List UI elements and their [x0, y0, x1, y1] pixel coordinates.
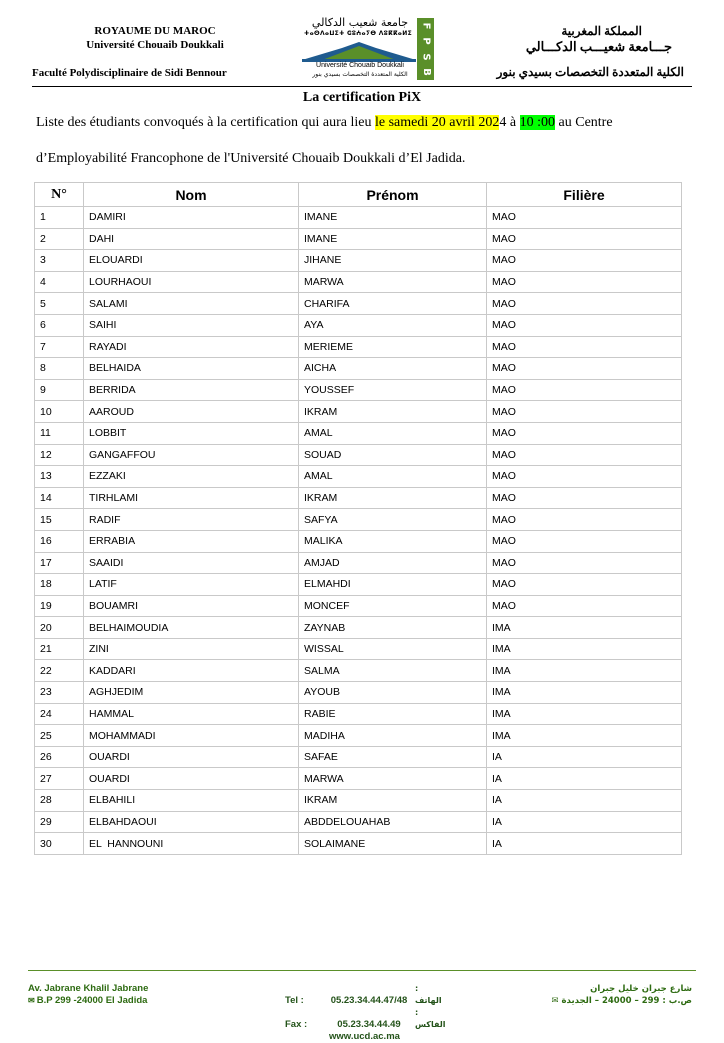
cell-number: 7 [35, 336, 84, 358]
cell-last-name: DAMIRI [84, 207, 299, 229]
cell-number: 24 [35, 703, 84, 725]
university-label: Université Chouaib Doukkali [86, 39, 224, 51]
fax-label-ar: : الفاكس [415, 1008, 446, 1029]
cell-program: IMA [487, 638, 682, 660]
fax-value: 05.23.34.44.49 [337, 1019, 401, 1030]
cell-number: 30 [35, 833, 84, 855]
cell-last-name: ELBAHDAOUI [84, 811, 299, 833]
column-header-name: Nom [84, 183, 299, 207]
logo-mountain-icon [302, 40, 416, 62]
table-row [35, 293, 682, 315]
cell-first-name: ELMAHDI [299, 574, 487, 596]
cell-number: 8 [35, 358, 84, 380]
cell-first-name: MADIHA [299, 725, 487, 747]
cell-last-name: ELBAHILI [84, 790, 299, 812]
cell-last-name: EL HANNOUNI [84, 833, 299, 855]
cell-number: 18 [35, 574, 84, 596]
table-row [35, 595, 682, 617]
cell-last-name: LOURHAOUI [84, 271, 299, 293]
page-title: La certification PiX [302, 90, 422, 105]
table-row [35, 574, 682, 596]
cell-number: 9 [35, 379, 84, 401]
cell-last-name: AGHJEDIM [84, 682, 299, 704]
fax-label: Fax : [285, 1019, 308, 1030]
footer-divider [28, 970, 696, 971]
cell-number: 1 [35, 207, 84, 229]
cell-program: MAO [487, 228, 682, 250]
cell-last-name: KADDARI [84, 660, 299, 682]
cell-program: IMA [487, 682, 682, 704]
cell-number: 10 [35, 401, 84, 423]
cell-program: MAO [487, 401, 682, 423]
cell-program: MAO [487, 207, 682, 229]
address-line-ar: شارع جبران خليل جبران [590, 984, 692, 994]
cell-program: MAO [487, 552, 682, 574]
logo-fpsb-badge [417, 18, 434, 80]
table-header-row [35, 183, 682, 207]
kingdom-label: ROYAUME DU MAROC [94, 25, 216, 37]
cell-first-name: IKRAM [299, 487, 487, 509]
table-row [35, 746, 682, 768]
cell-program: MAO [487, 250, 682, 272]
table-row [35, 466, 682, 488]
table-row [35, 682, 682, 704]
cell-program: MAO [487, 271, 682, 293]
cell-first-name: IMANE [299, 207, 487, 229]
students-table [34, 182, 682, 855]
footer-contacts [285, 983, 445, 1043]
cell-program: IA [487, 768, 682, 790]
logo-faculty-arabic: الكلية المتعددة التخصصات بسيدي بنور [312, 71, 408, 78]
cell-last-name: OUARDI [84, 768, 299, 790]
intro-text: au Centre [555, 115, 613, 130]
table-row [35, 660, 682, 682]
logo-tifinagh-name: ⵜⴰⵙⴷⴰⵡⵉⵜ ⵛⵓⵄⴰⵢⴱ ⴷⵓⴽⴽⴰⵍⵉ [304, 30, 412, 37]
cell-program: IMA [487, 660, 682, 682]
table-row [35, 530, 682, 552]
cell-number: 6 [35, 314, 84, 336]
cell-first-name: SALMA [299, 660, 487, 682]
kingdom-label-ar: المملكة المغربية [561, 24, 642, 38]
envelope-icon: ✉ [28, 996, 35, 1005]
cell-number: 28 [35, 790, 84, 812]
university-label-ar: جـــامعة شعيـــب الدكـــالي [525, 39, 672, 54]
logo-university-name: Université Chouaib Doukkali [316, 62, 404, 69]
tel-label: Tel : [285, 995, 304, 1006]
cell-first-name: AMAL [299, 466, 487, 488]
table-row [35, 552, 682, 574]
cell-program: MAO [487, 336, 682, 358]
table-row [35, 336, 682, 358]
cell-last-name: HAMMAL [84, 703, 299, 725]
cell-number: 23 [35, 682, 84, 704]
cell-program: MAO [487, 379, 682, 401]
table-row [35, 833, 682, 855]
column-header-firstname: Prénom [299, 183, 487, 207]
intro-text: Liste des étudiants convoqués à la certification qui aura lieu [36, 115, 375, 130]
logo-arabic-name: جامعة شعيب الدكالي [311, 16, 409, 29]
cell-number: 14 [35, 487, 84, 509]
table-row [35, 811, 682, 833]
cell-last-name: AAROUD [84, 401, 299, 423]
intro-text: 4 à [499, 115, 520, 130]
tel-label-ar: : الهاتف [415, 984, 442, 1005]
university-logo [298, 16, 436, 80]
cell-first-name: IKRAM [299, 401, 487, 423]
cell-program: MAO [487, 293, 682, 315]
badge-letter: P [420, 37, 432, 45]
cell-program: IMA [487, 617, 682, 639]
time-highlight: 10 :00 [519, 115, 556, 130]
cell-last-name: MOHAMMADI [84, 725, 299, 747]
cell-first-name: JIHANE [299, 250, 487, 272]
cell-number: 16 [35, 530, 84, 552]
cell-first-name: MARWA [299, 768, 487, 790]
cell-program: MAO [487, 487, 682, 509]
date-highlight: le samedi 20 avril 202 [375, 115, 500, 130]
cell-program: IA [487, 833, 682, 855]
cell-program: MAO [487, 509, 682, 531]
cell-first-name: SOLAIMANE [299, 833, 487, 855]
cell-program: MAO [487, 358, 682, 380]
cell-first-name: MERIEME [299, 336, 487, 358]
cell-last-name: ERRABIA [84, 530, 299, 552]
table-row [35, 617, 682, 639]
cell-first-name: YOUSSEF [299, 379, 487, 401]
table-row [35, 358, 682, 380]
table-row [35, 250, 682, 272]
cell-first-name: SOUAD [299, 444, 487, 466]
address-line-ar: ص.ب : 299 – 24000 – الجديدة [561, 996, 692, 1006]
cell-number: 21 [35, 638, 84, 660]
cell-first-name: AMAL [299, 422, 487, 444]
cell-number: 11 [35, 422, 84, 444]
table-row [35, 314, 682, 336]
cell-last-name: TIRHLAMI [84, 487, 299, 509]
tel-value: 05.23.34.44.47/48 [330, 995, 408, 1006]
cell-last-name: BOUAMRI [84, 595, 299, 617]
address-line: Av. Jabrane Khalil Jabrane [28, 983, 149, 994]
cell-first-name: SAFAE [299, 746, 487, 768]
table-row [35, 487, 682, 509]
cell-first-name: ZAYNAB [299, 617, 487, 639]
cell-number: 4 [35, 271, 84, 293]
cell-last-name: ZINI [84, 638, 299, 660]
cell-last-name: BERRIDA [84, 379, 299, 401]
footer-address [28, 983, 148, 1007]
cell-last-name: LOBBIT [84, 422, 299, 444]
column-header-number: N° [35, 183, 84, 207]
cell-number: 13 [35, 466, 84, 488]
document-header [0, 0, 724, 88]
cell-program: MAO [487, 574, 682, 596]
cell-number: 3 [35, 250, 84, 272]
table-row [35, 703, 682, 725]
cell-first-name: MONCEF [299, 595, 487, 617]
cell-last-name: OUARDI [84, 746, 299, 768]
cell-last-name: RADIF [84, 509, 299, 531]
cell-last-name: ELOUARDI [84, 250, 299, 272]
cell-first-name: AYOUB [299, 682, 487, 704]
cell-first-name: RABIE [299, 703, 487, 725]
cell-last-name: GANGAFFOU [84, 444, 299, 466]
cell-number: 25 [35, 725, 84, 747]
table-row [35, 725, 682, 747]
cell-first-name: MALIKA [299, 530, 487, 552]
cell-first-name: IMANE [299, 228, 487, 250]
cell-first-name: CHARIFA [299, 293, 487, 315]
table-row [35, 509, 682, 531]
table-row [35, 271, 682, 293]
cell-number: 22 [35, 660, 84, 682]
cell-last-name: DAHI [84, 228, 299, 250]
cell-number: 2 [35, 228, 84, 250]
table-row [35, 401, 682, 423]
table-row [35, 790, 682, 812]
cell-program: IMA [487, 725, 682, 747]
cell-first-name: IKRAM [299, 790, 487, 812]
cell-program: MAO [487, 444, 682, 466]
cell-program: MAO [487, 530, 682, 552]
faculty-label: Faculté Polydisciplinaire de Sidi Bennour [32, 67, 227, 79]
cell-first-name: MARWA [299, 271, 487, 293]
cell-program: IMA [487, 703, 682, 725]
cell-number: 29 [35, 811, 84, 833]
cell-number: 12 [35, 444, 84, 466]
cell-number: 26 [35, 746, 84, 768]
column-header-program: Filière [487, 183, 682, 207]
intro-text-line2: d’Employabilité Francophone de l'Université Chouaib Doukkali d’El Jadida. [36, 151, 466, 166]
cell-program: IA [487, 790, 682, 812]
cell-last-name: RAYADI [84, 336, 299, 358]
footer-address-ar [551, 983, 692, 1007]
header-right-block [454, 24, 684, 80]
badge-letter: S [420, 53, 432, 61]
cell-first-name: ABDDELOUAHAB [299, 811, 487, 833]
table-row [35, 444, 682, 466]
table-row [35, 768, 682, 790]
cell-first-name: AMJAD [299, 552, 487, 574]
cell-program: MAO [487, 314, 682, 336]
cell-number: 20 [35, 617, 84, 639]
cell-last-name: SAIHI [84, 314, 299, 336]
cell-number: 5 [35, 293, 84, 315]
website-link[interactable]: www.ucd.ac.ma [329, 1031, 400, 1042]
table-row [35, 228, 682, 250]
header-left-block [32, 24, 270, 80]
table-row [35, 379, 682, 401]
cell-number: 27 [35, 768, 84, 790]
cell-program: IA [487, 811, 682, 833]
cell-program: MAO [487, 595, 682, 617]
cell-program: MAO [487, 422, 682, 444]
faculty-label-ar: الكلية المتعددة التخصصات بسيدي بنور [496, 65, 684, 79]
table-row [35, 207, 682, 229]
cell-last-name: SAAIDI [84, 552, 299, 574]
cell-program: MAO [487, 466, 682, 488]
cell-number: 15 [35, 509, 84, 531]
cell-last-name: BELHAIDA [84, 358, 299, 380]
document-footer [0, 975, 724, 1042]
cell-program: IA [487, 746, 682, 768]
cell-last-name: SALAMI [84, 293, 299, 315]
header-divider [32, 86, 692, 87]
badge-letter: F [420, 22, 432, 30]
envelope-icon: ✉ [551, 996, 562, 1006]
address-line: B.P 299 -24000 El Jadida [36, 995, 148, 1006]
cell-last-name: LATIF [84, 574, 299, 596]
cell-number: 17 [35, 552, 84, 574]
table-body [35, 207, 682, 855]
table-row [35, 638, 682, 660]
cell-last-name: BELHAIMOUDIA [84, 617, 299, 639]
cell-last-name: EZZAKI [84, 466, 299, 488]
cell-number: 19 [35, 595, 84, 617]
table-row [35, 422, 682, 444]
badge-letter: B [420, 68, 432, 77]
cell-first-name: WISSAL [299, 638, 487, 660]
cell-first-name: AYA [299, 314, 487, 336]
cell-first-name: SAFYA [299, 509, 487, 531]
intro-paragraph [36, 109, 686, 173]
cell-first-name: AICHA [299, 358, 487, 380]
